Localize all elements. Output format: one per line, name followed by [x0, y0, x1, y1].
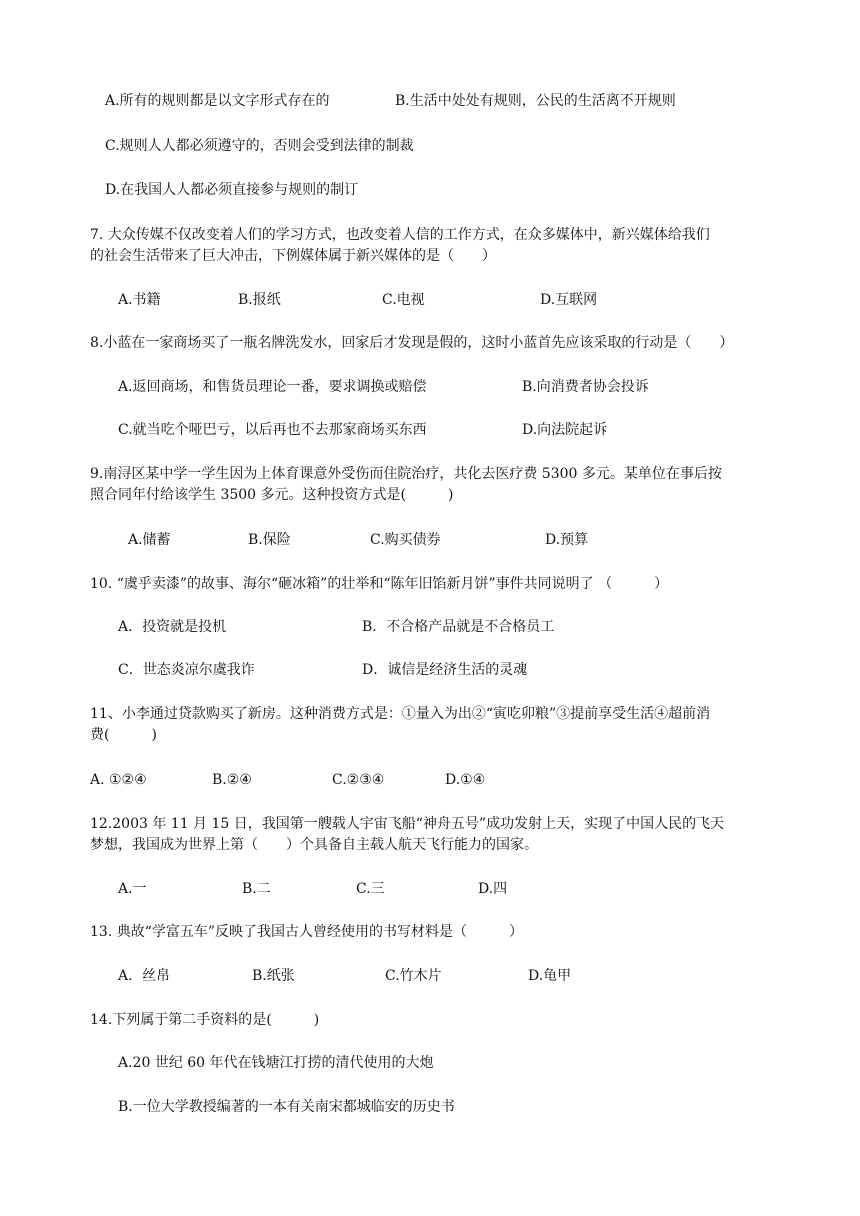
q11-stem-line1: 11、小李通过贷款购买了新房。这种消费方式是：①量入为出②“寅吃卯粮”③提前享受生活④超前消	[90, 706, 711, 722]
q8-option-c: C.就当吃个哑巴亏，以后再也不去那家商场买东西	[118, 422, 427, 438]
q10-option-d: D．诚信是经济生活的灵魂	[362, 662, 528, 678]
q10-option-c: C．世态炎凉尔虞我诈	[118, 662, 255, 678]
q11-option-c: C.②③④	[332, 772, 385, 788]
q12-option-a: A.一	[118, 881, 147, 897]
q7-stem-line1: 7. 大众传媒不仅改变着人们的学习方式，也改变着人信的工作方式，在众多媒体中，新兴媒体给我们	[90, 227, 710, 243]
q12-stem-line1: 12.2003 年 11 月 15 日，我国第一艘载人宇宙飞船“神舟五号”成功发射上天，实现了中国人民的飞天	[90, 816, 725, 832]
q11-stem-line2: 费( )	[90, 727, 157, 743]
q11-option-a: A. ①②④	[90, 772, 147, 788]
q10-option-a: A．投资就是投机	[118, 619, 227, 635]
q9-option-c: C.购买债券	[370, 532, 441, 548]
q9-option-a: A.储蓄	[128, 532, 171, 548]
q13-option-c: C.竹木片	[385, 968, 442, 984]
q14-option-b: B.一位大学教授编著的一本有关南宋都城临安的历史书	[118, 1099, 455, 1115]
q12-option-d: D.四	[478, 881, 508, 897]
q8-option-b: B.向消费者协会投诉	[522, 379, 649, 395]
q11-option-d: D.①④	[445, 772, 486, 788]
q11-option-b: B.②④	[212, 772, 252, 788]
q8-stem: 8.小蓝在一家商场买了一瓶名牌洗发水，回家后才发现是假的，这时小蓝首先应该采取的行动是（ ）	[90, 335, 734, 351]
q7-option-b: B.报纸	[238, 292, 281, 308]
q7-stem-line2: 的社会生活带来了巨大冲击，下例媒体属于新兴媒体的是（ ）	[90, 248, 496, 264]
q14-option-a: A.20 世纪 60 年代在钱塘江打捞的清代使用的大炮	[118, 1055, 434, 1071]
q7-option-d: D.互联网	[540, 292, 598, 308]
q13-option-d: D.龟甲	[528, 968, 572, 984]
q10-stem: 10. “虞乎卖漆”的故事、海尔“砸冰箱”的壮举和“陈年旧馅新月饼”事件共同说明了 （ ）	[90, 576, 669, 592]
q12-stem-line2: 梦想，我国成为世界上第（ ）个具备自主载人航天飞行能力的国家。	[90, 837, 538, 853]
q8-option-d: D.向法院起诉	[522, 422, 608, 438]
q13-option-b: B.纸张	[252, 968, 295, 984]
q6-option-d: D.在我国人人都必须直接参与规则的制订	[105, 182, 359, 198]
q9-option-d: D.预算	[545, 532, 589, 548]
q7-option-c: C.电视	[382, 292, 425, 308]
q13-stem: 13. 典故“学富五车”反映了我国古人曾经使用的书写材料是（ ）	[90, 924, 524, 940]
q9-stem-line1: 9.南浔区某中学一学生因为上体育课意外受伤而住院治疗，共化去医疗费 5300 多元。某单位在事后按	[90, 466, 722, 482]
q12-option-b: B.二	[242, 881, 271, 897]
q6-option-c: C.规则人人都必须遵守的，否则会受到法律的制裁	[105, 138, 414, 154]
q9-stem-line2: 照合同年付给该学生 3500 多元。这种投资方式是( )	[90, 487, 454, 503]
q10-option-b: B．不合格产品就是不合格员工	[362, 619, 555, 635]
q9-option-b: B.保险	[248, 532, 291, 548]
q13-option-a: A．丝帛	[118, 968, 171, 984]
q14-stem: 14.下列属于第二手资料的是( )	[90, 1012, 320, 1028]
q6-option-a: A.所有的规则都是以文字形式存在的	[105, 93, 330, 109]
q8-option-a: A.返回商场，和售货员理论一番，要求调换或赔偿	[118, 379, 427, 395]
q7-option-a: A.书籍	[118, 292, 161, 308]
q12-option-c: C.三	[356, 881, 385, 897]
q6-option-b: B.生活中处处有规则，公民的生活离不开规则	[395, 93, 676, 109]
